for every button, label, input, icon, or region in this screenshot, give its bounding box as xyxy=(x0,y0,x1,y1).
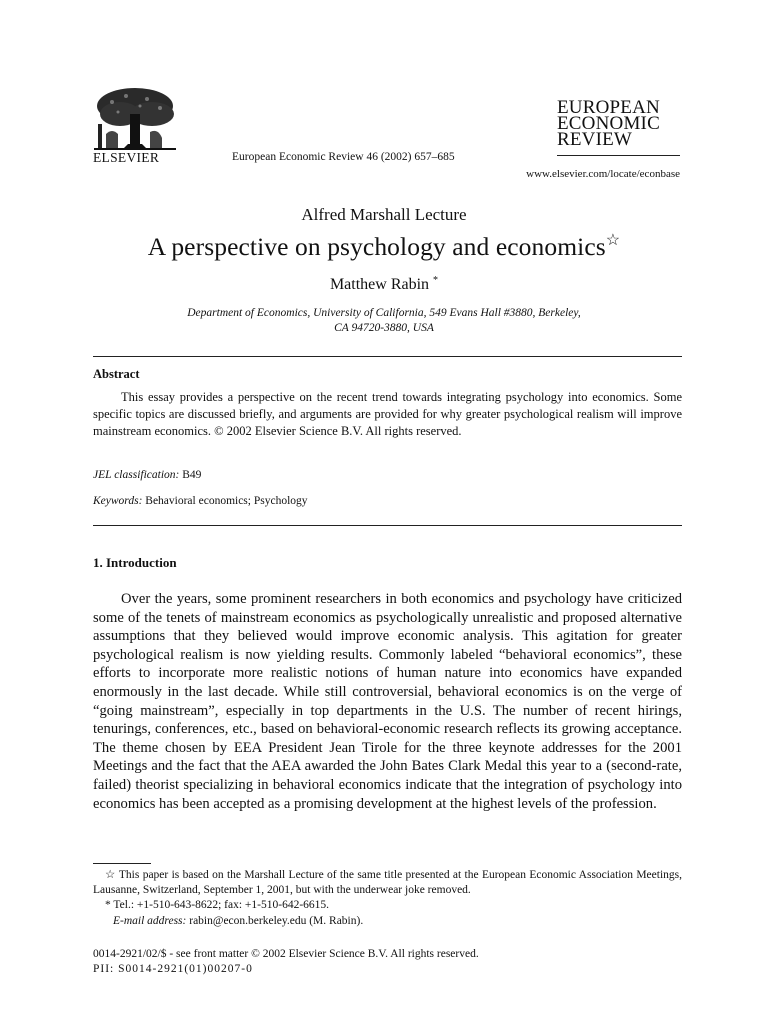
abstract-top-rule xyxy=(93,356,682,357)
footnote-email xyxy=(93,914,702,929)
email-label: E-mail address: xyxy=(113,915,187,927)
abstract-text: This essay provides a perspective on the recent trend towards integrating psychology into economics. Some specific topics are discussed briefly, and arguments are provided for why greater psychological realism will improve mainstream economics. © 2002 Elsevier Science B.V. All rights reserved. xyxy=(93,390,682,438)
paper-title-text: A perspective on psychology and economics xyxy=(147,232,606,261)
author-name-text: Matthew Rabin xyxy=(329,276,430,293)
abstract-bottom-rule xyxy=(93,525,682,526)
journal-title-line: REVIEW xyxy=(557,129,633,150)
introduction-paragraph: Over the years, some prominent researchers in both economics and psychology have criticized some of the tenets of mainstream economics as psychologically unrealistic and proposed alternative assumptions that they believed would improve economic analysis. This agitation for greater psychological realism is now yielding results. Commonly labeled “behavioral economics”, these efforts to incorporate more realistic notions of human nature into economics have expanded enormously in the last decade. While still controversial, behavioral economics is on the verge of “going mainstream”, especially in top departments in the U.S. The number of recent hirings, tenurings, conferences, etc., based on behavioral-economic research reflects its growing acceptance. The theme chosen by EEA President Jean Tirole for the three keynote addresses for the 2001 Meetings and the fact that the AEA awarded the John Bates Clark Medal this year to a (second-rate, failed) theorist specializing in behavioral economics indicate that the integration of psychology into economics has been accepted as a promising development at the highest levels of the profession. xyxy=(93,591,682,812)
paper-title xyxy=(0,232,768,262)
footnote-rule xyxy=(93,863,151,864)
author-name xyxy=(0,276,768,294)
journal-title-line: EUROPEAN xyxy=(557,97,660,118)
keywords-label: Keywords: xyxy=(93,495,143,507)
abstract-heading: Abstract xyxy=(93,367,140,381)
affiliation-line: CA 94720-3880, USA xyxy=(334,322,434,334)
title-footnote-star-icon: ☆ xyxy=(605,232,621,249)
journal-title xyxy=(557,97,697,150)
keywords xyxy=(93,495,308,507)
publisher-name: ELSEVIER xyxy=(93,150,160,165)
pii-identifier: PII: S0014-2921(01)00207-0 xyxy=(93,963,253,975)
footnote-contact: * Tel.: +1-510-643-8622; fax: +1-510-642-6615. xyxy=(105,899,330,911)
author-affiliation xyxy=(0,306,768,336)
jel-value: B49 xyxy=(182,469,202,481)
email-address-link[interactable]: rabin@econ.berkeley.edu (M. Rabin). xyxy=(189,915,364,927)
journal-citation: European Economic Review 46 (2002) 657–685 xyxy=(232,151,455,163)
section-heading: 1. Introduction xyxy=(93,555,177,570)
journal-title-rule xyxy=(557,155,680,156)
journal-title-line: ECONOMIC xyxy=(557,113,660,134)
lecture-name: Alfred Marshall Lecture xyxy=(301,205,467,224)
journal-url-link[interactable]: www.elsevier.com/locate/econbase xyxy=(526,168,680,180)
affiliation-line: Department of Economics, University of California, 549 Evans Hall #3880, Berkeley, xyxy=(187,307,581,319)
keywords-value: Behavioral economics; Psychology xyxy=(145,495,308,507)
author-footnote-mark: * xyxy=(433,275,439,286)
jel-classification xyxy=(93,469,201,481)
footnote-star: ☆ This paper is based on the Marshall Lecture of the same title presented at the European Economic Association Meetings, Lausanne, Switzerland, September 1, 2001, but with the underwear joke removed. xyxy=(93,869,682,896)
jel-label: JEL classification: xyxy=(93,469,180,481)
front-matter-notice: 0014-2921/02/$ - see front matter © 2002 Elsevier Science B.V. All rights reserved. xyxy=(93,948,479,960)
